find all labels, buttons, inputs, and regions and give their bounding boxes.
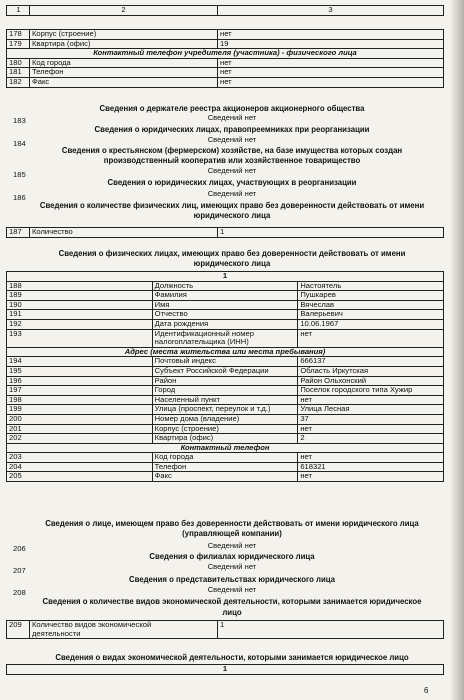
row-label: Код города	[30, 58, 218, 68]
scan-edge-shadow	[450, 0, 464, 700]
row-number: 205	[7, 472, 153, 482]
row-value: 1	[218, 621, 444, 639]
table-row	[7, 39, 444, 49]
table-activities-count	[6, 620, 444, 639]
row-number: 202	[7, 434, 153, 444]
section-title: юридического лица	[193, 211, 271, 220]
table-row	[7, 30, 444, 40]
row-value: Область Иркутская	[298, 366, 444, 376]
row-label-line: налогоплательщика (ИНН)	[154, 337, 249, 347]
row-label	[152, 329, 298, 347]
table-row	[7, 376, 444, 386]
page-number: 6	[424, 686, 429, 695]
table-row	[7, 453, 444, 463]
row-number: 187	[7, 228, 30, 238]
section-title: Сведения о юридических лицах, участвующих в реорганизации	[107, 178, 357, 187]
section-title: Сведения о лице, имеющем право без доверенности действовать от имени юридического лица	[45, 519, 419, 528]
section-title: Сведения о представительствах юридического лица	[128, 575, 336, 584]
table-row	[7, 329, 444, 347]
table-row	[7, 386, 444, 396]
row-label: Имя	[152, 300, 298, 310]
row-label: Почтовый индекс	[152, 357, 298, 367]
row-label: Город	[152, 386, 298, 396]
row-value: нет	[218, 77, 444, 87]
row-value: 2	[298, 434, 444, 444]
row-value: Настоятель	[298, 281, 444, 291]
row-number: 201	[7, 424, 153, 434]
row-number: 197	[7, 386, 153, 396]
section-header: Адрес (места жительства или места пребывания)	[7, 347, 444, 357]
row-value: Поселок городского типа Хужир	[298, 386, 444, 396]
row-value: нет	[218, 68, 444, 78]
section-title: юридического лица	[193, 259, 271, 268]
row-number: 190	[7, 300, 153, 310]
section-header: Контактный телефон учредителя (участника) - физического лица	[7, 49, 444, 59]
table-row	[7, 291, 444, 301]
row-number: 196	[7, 376, 153, 386]
row-number: 191	[7, 310, 153, 320]
section-title: Сведения о держателе реестра акционеров акционерного общества	[99, 104, 365, 113]
row-number: 198	[7, 395, 153, 405]
row-label: Улица (проспект, переулок и т.д.)	[152, 405, 298, 415]
row-value: 19	[218, 39, 444, 49]
table-row	[7, 434, 444, 444]
row-number: 184	[13, 139, 26, 148]
table-row	[7, 319, 444, 329]
row-number: 179	[7, 39, 30, 49]
row-label-line: Идентификационный номер	[154, 329, 254, 338]
row-label: Телефон	[152, 462, 298, 472]
row-value: нет	[298, 424, 444, 434]
row-number: 180	[7, 58, 30, 68]
table-row	[7, 68, 444, 78]
row-label-line: Количество видов экономической	[32, 620, 152, 629]
table-count	[6, 227, 444, 238]
section-header: Контактный телефон	[7, 443, 444, 453]
row-number: 199	[7, 405, 153, 415]
row-number: 186	[13, 193, 26, 202]
row-label-line: деятельности	[32, 628, 81, 638]
table-row	[7, 58, 444, 68]
row-label: Корпус (строение)	[30, 30, 218, 40]
table-top	[6, 5, 444, 16]
table-row	[7, 310, 444, 320]
row-number: 183	[13, 116, 26, 125]
row-label: Населенный пункт	[152, 395, 298, 405]
row-value: 10.06.1967	[298, 319, 444, 329]
row-number: 204	[7, 462, 153, 472]
row-label: Корпус (строение)	[152, 424, 298, 434]
col-header: 3	[218, 6, 444, 16]
row-number: 208	[13, 588, 26, 597]
row-number: 181	[7, 68, 30, 78]
row-value: нет	[218, 30, 444, 40]
row-number: 178	[7, 30, 30, 40]
no-data-text: Сведений нет	[207, 135, 257, 144]
row-number: 188	[7, 281, 153, 291]
row-number: 189	[7, 291, 153, 301]
table-row	[7, 424, 444, 434]
table-row	[7, 621, 444, 639]
row-label: Фамилия	[152, 291, 298, 301]
row-number: 192	[7, 319, 153, 329]
row-label: Факс	[30, 77, 218, 87]
table-persons	[6, 271, 444, 482]
row-number: 185	[13, 170, 26, 179]
row-label: Квартира (офис)	[152, 434, 298, 444]
table-row	[7, 405, 444, 415]
row-label: Субъект Российской Федерации	[152, 366, 298, 376]
row-value: Вячеслав	[298, 300, 444, 310]
row-label: Район	[152, 376, 298, 386]
table-row	[7, 472, 444, 482]
section-title: Сведения о физических лицах, имеющих право без доверенности действовать от имени	[58, 249, 406, 258]
row-number: 206	[13, 544, 26, 553]
table-row	[7, 462, 444, 472]
col-header: 1	[7, 6, 30, 16]
row-label: Квартира (офис)	[30, 39, 218, 49]
col-header: 1	[7, 665, 444, 675]
table-row	[7, 395, 444, 405]
table-row	[7, 281, 444, 291]
row-value: 37	[298, 414, 444, 424]
table-row	[7, 300, 444, 310]
no-data-text: Сведений нет	[207, 562, 257, 571]
row-number: 207	[13, 566, 26, 575]
section-title: Сведения о количестве видов экономической деятельности, которыми занимается юридическое	[42, 597, 422, 606]
table-row	[7, 77, 444, 87]
table-header-row	[7, 6, 444, 16]
row-label: Отчество	[152, 310, 298, 320]
row-label: Количество	[30, 228, 218, 238]
section-title: Сведения о филиалах юридического лица	[149, 552, 315, 561]
section-header-row	[7, 347, 444, 357]
section-title: Сведения о юридических лицах, правопреемниках при реорганизации	[94, 125, 370, 134]
row-value: 618321	[298, 462, 444, 472]
section-title: Сведения о видах экономической деятельности, которыми занимается юридическое лицо	[55, 653, 409, 662]
row-value: нет	[218, 58, 444, 68]
no-data-text: Сведений нет	[207, 113, 257, 122]
row-number: 195	[7, 366, 153, 376]
section-header-row	[7, 443, 444, 453]
table-row	[7, 357, 444, 367]
row-label: Дата рождения	[152, 319, 298, 329]
no-data-text: Сведений нет	[207, 166, 257, 175]
row-value: Валерьевич	[298, 310, 444, 320]
row-label: Факс	[152, 472, 298, 482]
row-number: 203	[7, 453, 153, 463]
table-header-row	[7, 272, 444, 282]
row-value: 1	[218, 228, 444, 238]
row-number: 193	[7, 329, 153, 347]
table-row	[7, 414, 444, 424]
row-value: нет	[298, 395, 444, 405]
section-title: (управляющей компании)	[182, 529, 282, 538]
row-number: 200	[7, 414, 153, 424]
no-data-text: Сведений нет	[207, 541, 257, 550]
table-row	[7, 366, 444, 376]
section-title: Сведения о крестьянском (фермерском) хозяйстве, на базе имущества которых создан	[61, 146, 403, 155]
row-number: 194	[7, 357, 153, 367]
no-data-text: Сведений нет	[207, 189, 257, 198]
row-label: Код города	[152, 453, 298, 463]
row-label: Должность	[152, 281, 298, 291]
section-header-row	[7, 49, 444, 59]
row-value: нет	[298, 329, 444, 347]
section-title: лицо	[222, 608, 242, 617]
table-header-row	[7, 665, 444, 675]
table-address-end	[6, 29, 444, 88]
row-label	[30, 621, 218, 639]
row-number: 209	[7, 621, 30, 639]
row-number: 182	[7, 77, 30, 87]
row-label: Телефон	[30, 68, 218, 78]
no-data-text: Сведений нет	[207, 585, 257, 594]
row-value: Улица Лесная	[298, 405, 444, 415]
row-value: Пушкарев	[298, 291, 444, 301]
row-value: 666137	[298, 357, 444, 367]
section-title: производственный кооператив или хозяйственное товарищество	[103, 156, 361, 165]
row-value: нет	[298, 472, 444, 482]
row-value: нет	[298, 453, 444, 463]
table-activities	[6, 664, 444, 675]
section-title: Сведения о количестве физических лиц, имеющих право без доверенности действовать от имени	[39, 201, 425, 210]
table-row	[7, 228, 444, 238]
col-header: 1	[7, 272, 444, 282]
row-label: Номер дома (владение)	[152, 414, 298, 424]
col-header: 2	[30, 6, 218, 16]
row-value: Район Ольхонский	[298, 376, 444, 386]
